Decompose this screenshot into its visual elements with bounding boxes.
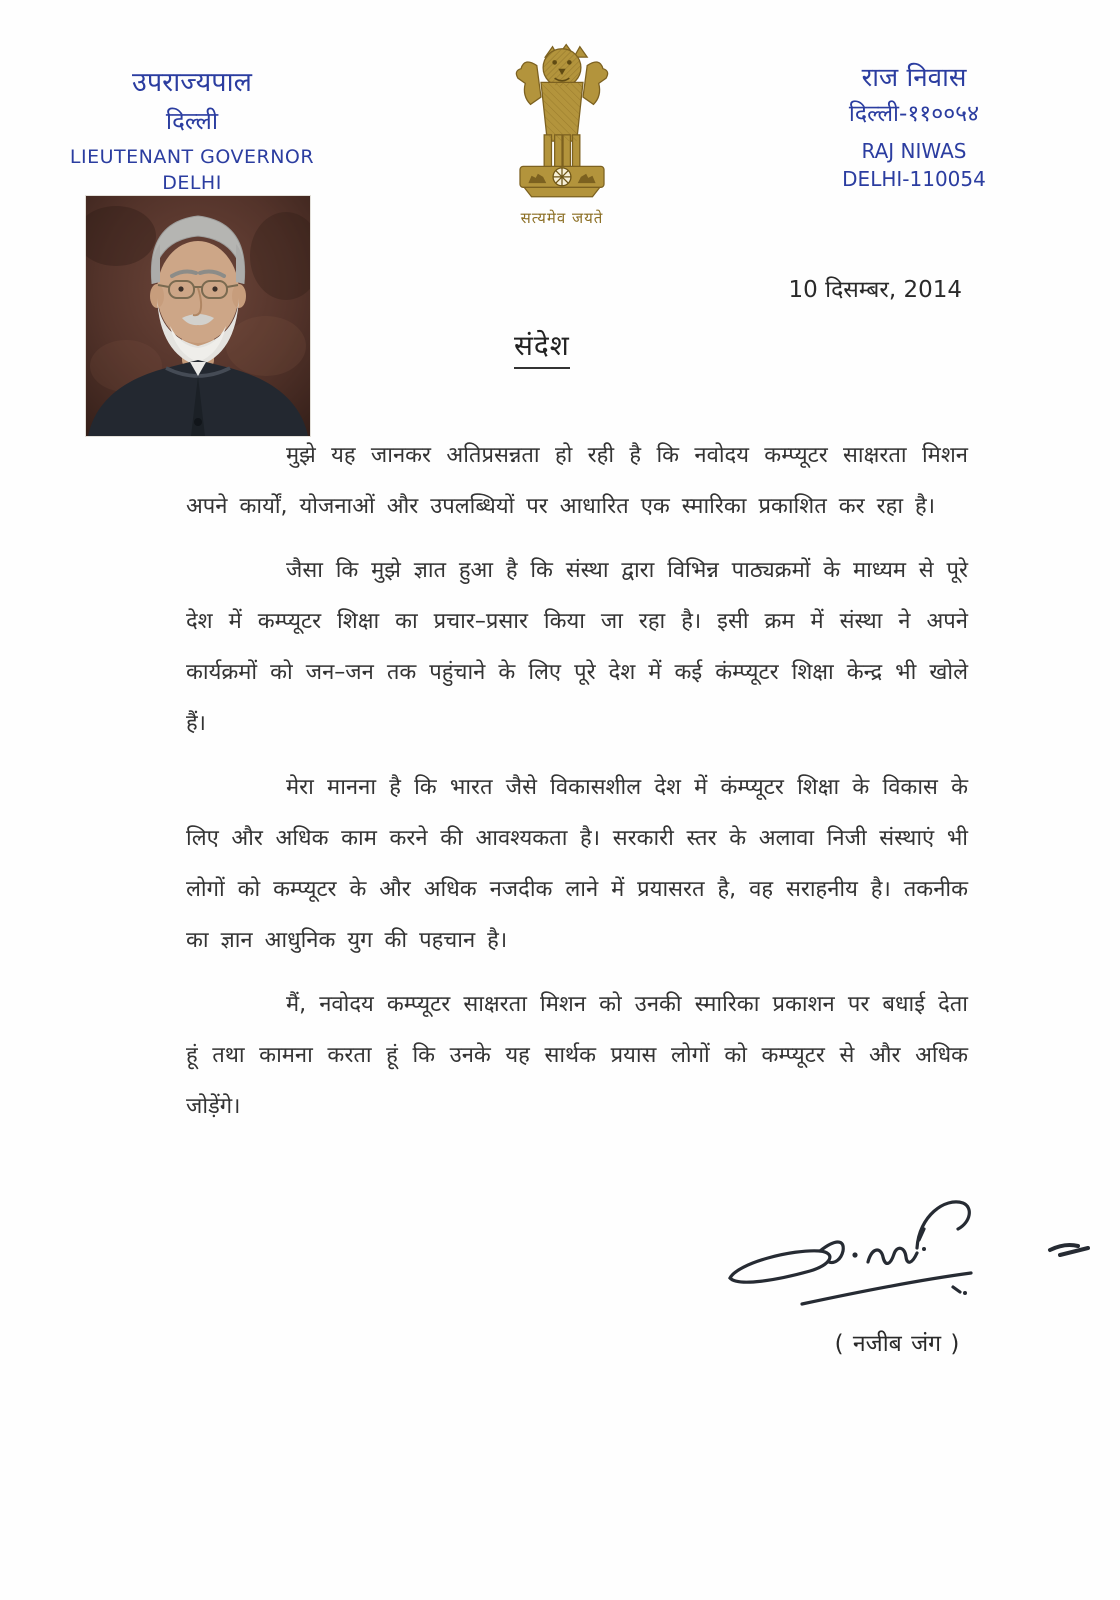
paragraph-3: मेरा मानना है कि भारत जैसे विकासशील देश में कंम्प्यूटर शिक्षा के विकास के लिए और अधिक काम करने की आवश्यकता है। सरकारी स्तर के अलावा निजी संस्थाएं भी लोगों को कम्प्यूटर के और अधिक नजदीक लाने में प्रयासरत है, वह सराहनीय है। तकनीक का ज्ञान आधुनिक युग की पहचान है। — [186, 775, 968, 953]
letterhead-left — [62, 66, 322, 195]
residence-address-hindi: दिल्ली-११००५४ — [848, 100, 980, 127]
paragraph-2: जैसा कि मुझे ज्ञात हुआ है कि संस्था द्वारा विभिन्न पाठ्यक्रमों के माध्यम से पूरे देश में कम्प्यूटर शिक्षा का प्रचार–प्रसार किया जा रहा है। इसी क्रम में संस्था ने अपने कार्यक्रमों को जन–जन तक पहुंचाने के लिए पूरे देश में कई कंम्प्यूटर शिक्षा केन्द्र भी खोले हैं। — [186, 558, 968, 736]
letter-body — [186, 430, 968, 1145]
office-title-english: LIEUTENANT GOVERNOR — [69, 145, 315, 168]
paragraph-4: मैं, नवोदय कम्प्यूटर साक्षरता मिशन को उनकी स्मारिका प्रकाशन पर बधाई देता हूं तथा कामना करता हूं कि उनके यह सार्थक प्रयास लोगों को कम्प्यूटर से और अधिक जोड़ेंगे। — [186, 992, 968, 1119]
emblem-block — [497, 34, 627, 228]
signatory-name: ( नजीब जंग ) — [834, 1331, 960, 1357]
residence-address-english: DELHI-110054 — [842, 166, 986, 191]
portrait-image — [86, 196, 310, 436]
residence-name-english: RAJ NIWAS — [861, 138, 967, 163]
letterhead-right — [804, 62, 1024, 192]
ashoka-lion-capital-icon — [499, 34, 625, 200]
signature-handwritten — [718, 1192, 1018, 1327]
letter-date: 10 दिसम्बर, 2014 — [788, 277, 962, 303]
governor-portrait-photo — [86, 196, 310, 436]
letter-title: संदेश — [514, 326, 570, 369]
office-title-hindi: उपराज्यपाल — [132, 67, 252, 98]
residence-name-hindi: राज निवास — [861, 63, 967, 93]
office-city-english: DELHI — [162, 171, 222, 194]
office-city-hindi: दिल्ली — [165, 106, 219, 135]
pen-stray-mark — [1046, 1238, 1092, 1262]
emblem-motto: सत्यमेव जयते — [520, 209, 604, 227]
paragraph-1: मुझे यह जानकर अतिप्रसन्नता हो रही है कि नवोदय कम्प्यूटर साक्षरता मिशन अपने कार्यों, योजनाओं और उपलब्धियों पर आधारित एक स्मारिका प्रकाशित कर रहा है। — [186, 443, 968, 519]
